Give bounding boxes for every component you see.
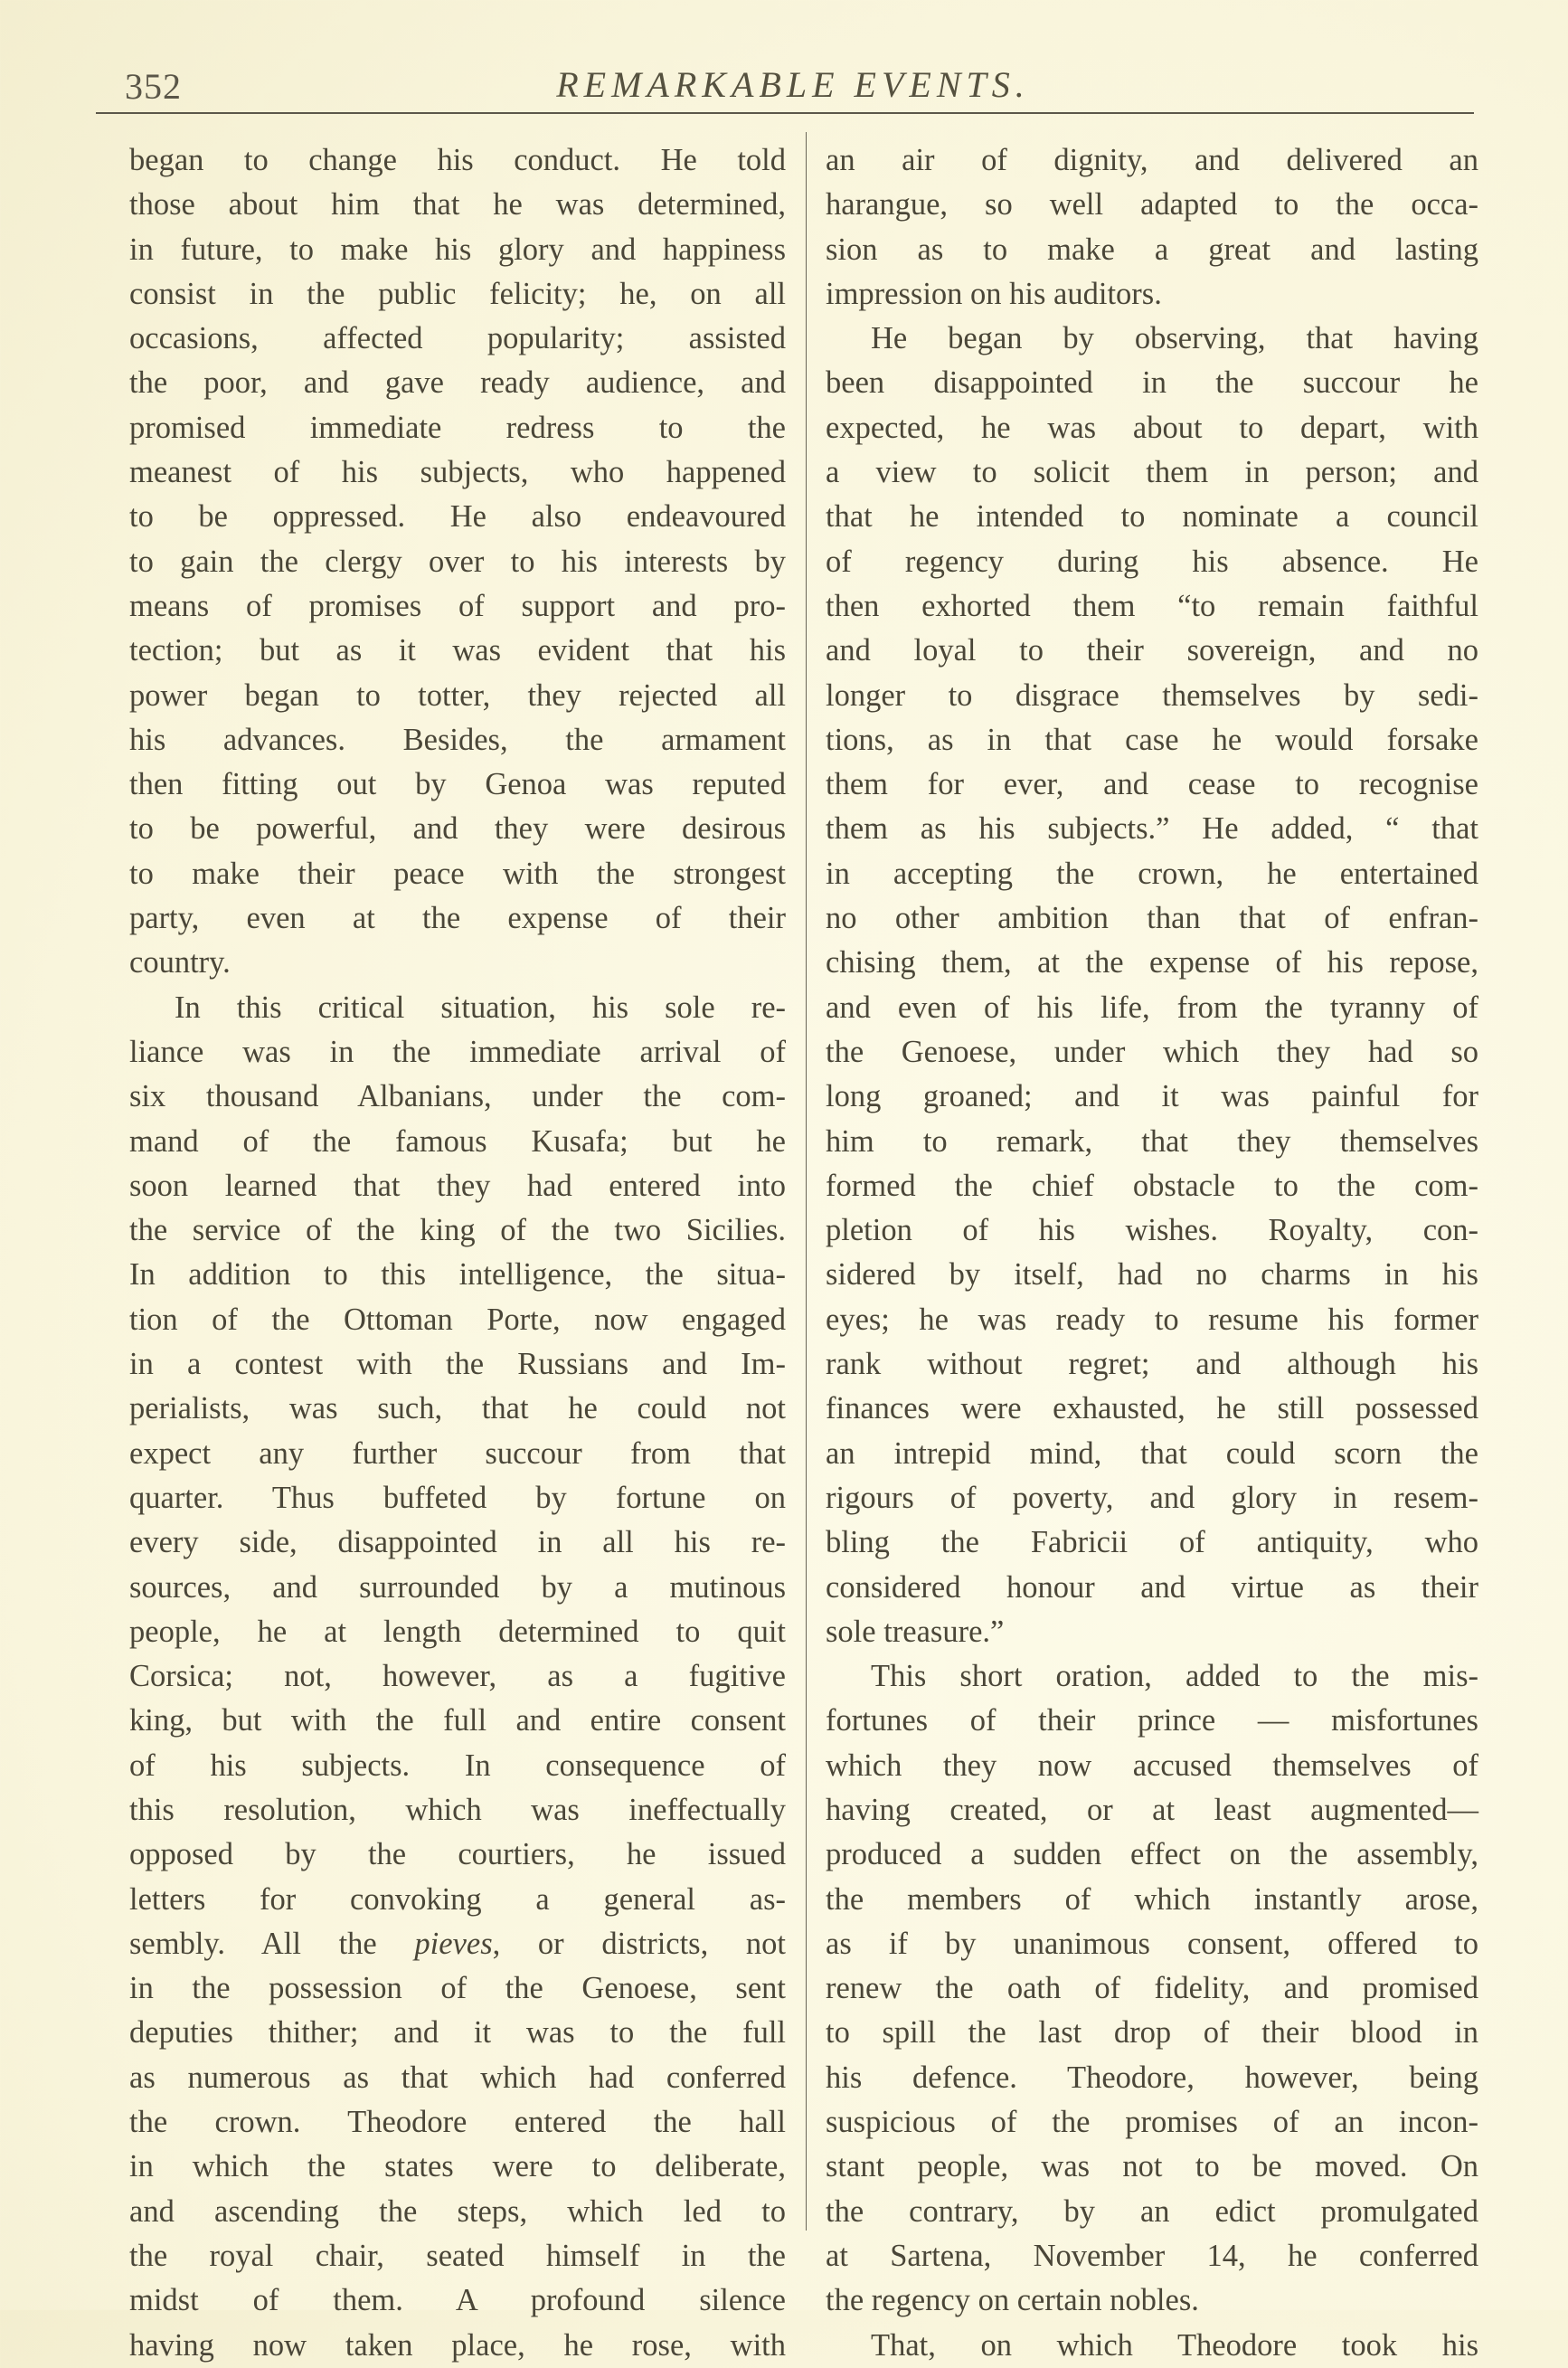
text-line: tion of the Ottoman Porte, now engaged	[129, 1302, 786, 1337]
text-line: sources, and surrounded by a mutinous	[129, 1569, 786, 1605]
text-line: then exhorted them “to remain faithful	[826, 588, 1478, 623]
text-line: having now taken place, he rose, with	[129, 2327, 786, 2363]
text-line: and loyal to their sovereign, and no	[826, 633, 1478, 668]
text-line: sembly. All the pieves, or districts, not	[129, 1926, 786, 1961]
text-line: an air of dignity, and delivered an	[826, 143, 1478, 177]
text-line: mand of the famous Kusafa; but he	[129, 1123, 786, 1159]
text-line: that he intended to nominate a council	[826, 499, 1478, 535]
page-number: 352	[125, 66, 182, 107]
text-line: tions, as in that case he would forsake	[826, 722, 1478, 757]
text-line: in a contest with the Russians and Im-	[129, 1347, 786, 1382]
text-line: to be oppressed. He also endeavoured	[129, 499, 786, 535]
text-line: opposed by the courtiers, he issued	[129, 1837, 786, 1872]
text-line: Corsica; not, however, as a fugitive	[129, 1659, 786, 1694]
text-line: rigours of poverty, and glory in resem-	[826, 1480, 1478, 1515]
text-line: people, he at length determined to quit	[129, 1614, 786, 1649]
text-line: this resolution, which was ineffectually	[129, 1792, 786, 1827]
text-line: and ascending the steps, which led to	[129, 2193, 786, 2229]
text-line: him to remark, that they themselves	[826, 1123, 1478, 1159]
text-line: formed the chief obstacle to the com-	[826, 1168, 1478, 1203]
text-line: This short oration, added to the mis-	[871, 1659, 1478, 1694]
text-line: longer to disgrace themselves by sedi-	[826, 677, 1478, 713]
text-line: his defence. Theodore, however, being	[826, 2060, 1478, 2095]
text-line: then fitting out by Genoa was reputed	[129, 767, 786, 802]
text-line: fortunes of their prince — misfortunes	[826, 1703, 1478, 1738]
text-line: occasions, affected popularity; assisted	[129, 321, 786, 356]
text-line: impression on his auditors.	[826, 276, 1162, 311]
left-column	[129, 138, 786, 2368]
text-line: in the possession of the Genoese, sent	[129, 1971, 786, 2006]
text-line: In this critical situation, his sole re-	[175, 990, 786, 1025]
text-line: to make their peace with the strongest	[129, 856, 786, 891]
text-line: produced a sudden effect on the assembly,	[826, 1837, 1478, 1872]
text-line: the Genoese, under which they had so	[826, 1034, 1478, 1069]
text-line: to be powerful, and they were desirous	[129, 811, 786, 847]
text-line: to gain the clergy over to his interests by	[129, 544, 786, 579]
text-line: every side, disappointed in all his re-	[129, 1525, 786, 1560]
text-line: deputies thither; and it was to the full	[129, 2015, 786, 2051]
text-line: sole treasure.”	[826, 1614, 1005, 1649]
text-line: as if by unanimous consent, offered to	[826, 1926, 1478, 1961]
text-line: at Sartena, November 14, he conferred	[826, 2238, 1478, 2273]
text-line: midst of them. A profound silence	[129, 2283, 786, 2318]
text-line: the contrary, by an edict promulgated	[826, 2193, 1478, 2229]
text-line: renew the oath of fidelity, and promised	[826, 1971, 1478, 2006]
text-line: pletion of his wishes. Royalty, con-	[826, 1213, 1478, 1248]
right-column	[826, 138, 1478, 2368]
text-line: meanest of his subjects, who happened	[129, 455, 786, 490]
text-line: He began by observing, that having	[871, 321, 1478, 356]
text-line: no other ambition than that of enfran-	[826, 901, 1478, 936]
text-line: six thousand Albanians, under the com-	[129, 1079, 786, 1114]
text-line: That, on which Theodore took his	[871, 2327, 1478, 2363]
text-line: a view to solicit them in person; and	[826, 455, 1478, 490]
text-line: in future, to make his glory and happiness	[129, 232, 786, 267]
italic-term: pieves	[414, 1926, 493, 1961]
text-line: those about him that he was determined,	[129, 187, 786, 223]
text-line: been disappointed in the succour he	[826, 365, 1478, 401]
text-line: in which the states were to deliberate,	[129, 2149, 786, 2184]
text-line: an intrepid mind, that could scorn the	[826, 1435, 1478, 1471]
text-line: king, but with the full and entire consent	[129, 1703, 786, 1738]
text-line: having created, or at least augmented—	[826, 1792, 1478, 1827]
text-line: expected, he was about to depart, with	[826, 410, 1478, 445]
text-line: which they now accused themselves of	[826, 1748, 1478, 1783]
text-line: means of promises of support and pro-	[129, 588, 786, 623]
text-line: country.	[129, 945, 231, 980]
text-line: quarter. Thus buffeted by fortune on	[129, 1480, 786, 1515]
header-rule	[96, 112, 1474, 114]
text-line: the regency on certain nobles.	[826, 2283, 1199, 2318]
text-line: soon learned that they had entered into	[129, 1168, 786, 1203]
text-line: expect any further succour from that	[129, 1435, 786, 1471]
text-line: in accepting the crown, he entertained	[826, 856, 1478, 891]
text-line: power began to totter, they rejected all	[129, 677, 786, 713]
text-line: suspicious of the promises of an incon-	[826, 2105, 1478, 2140]
column-divider	[806, 132, 807, 2231]
text-line: the members of which instantly arose,	[826, 1881, 1478, 1917]
text-line: consist in the public felicity; he, on all	[129, 276, 786, 311]
text-line: chising them, at the expense of his repose,	[826, 945, 1478, 980]
text-line: tection; but as it was evident that his	[129, 633, 786, 668]
text-line: rank without regret; and although his	[826, 1347, 1478, 1382]
text-line: party, even at the expense of their	[129, 901, 786, 936]
text-line: them as his subjects.” He added, “ that	[826, 811, 1478, 847]
text-line: finances were exhausted, he still possessed	[826, 1391, 1478, 1426]
text-line: eyes; he was ready to resume his former	[826, 1302, 1478, 1337]
text-line: stant people, was not to be moved. On	[826, 2149, 1478, 2184]
text-line: the service of the king of the two Sicilies.	[129, 1213, 786, 1248]
text-line: perialists, was such, that he could not	[129, 1391, 786, 1426]
text-line: long groaned; and it was painful for	[826, 1079, 1478, 1114]
text-line: the royal chair, seated himself in the	[129, 2238, 786, 2273]
text-line: sion as to make a great and lasting	[826, 232, 1478, 267]
text-line: the crown. Theodore entered the hall	[129, 2105, 786, 2140]
text-line: began to change his conduct. He told	[129, 143, 786, 177]
text-line: of his subjects. In consequence of	[129, 1748, 786, 1783]
text-line: to spill the last drop of their blood in	[826, 2015, 1478, 2051]
running-title: REMARKABLE EVENTS.	[556, 64, 1030, 105]
text-line: considered honour and virtue as their	[826, 1569, 1478, 1605]
text-line: his advances. Besides, the armament	[129, 722, 786, 757]
text-line: liance was in the immediate arrival of	[129, 1034, 786, 1069]
text-line: bling the Fabricii of antiquity, who	[826, 1525, 1478, 1560]
text-line: promised immediate redress to the	[129, 410, 786, 445]
text-line: letters for convoking a general as-	[129, 1881, 786, 1917]
text-line: sidered by itself, had no charms in his	[826, 1257, 1478, 1293]
text-line: of regency during his absence. He	[826, 544, 1478, 579]
text-line: the poor, and gave ready audience, and	[129, 365, 786, 401]
text-line: as numerous as that which had conferred	[129, 2060, 786, 2095]
text-line: them for ever, and cease to recognise	[826, 767, 1478, 802]
text-line: harangue, so well adapted to the occa-	[826, 187, 1478, 223]
text-line: and even of his life, from the tyranny of	[826, 990, 1478, 1025]
text-line: In addition to this intelligence, the situa-	[129, 1257, 786, 1293]
